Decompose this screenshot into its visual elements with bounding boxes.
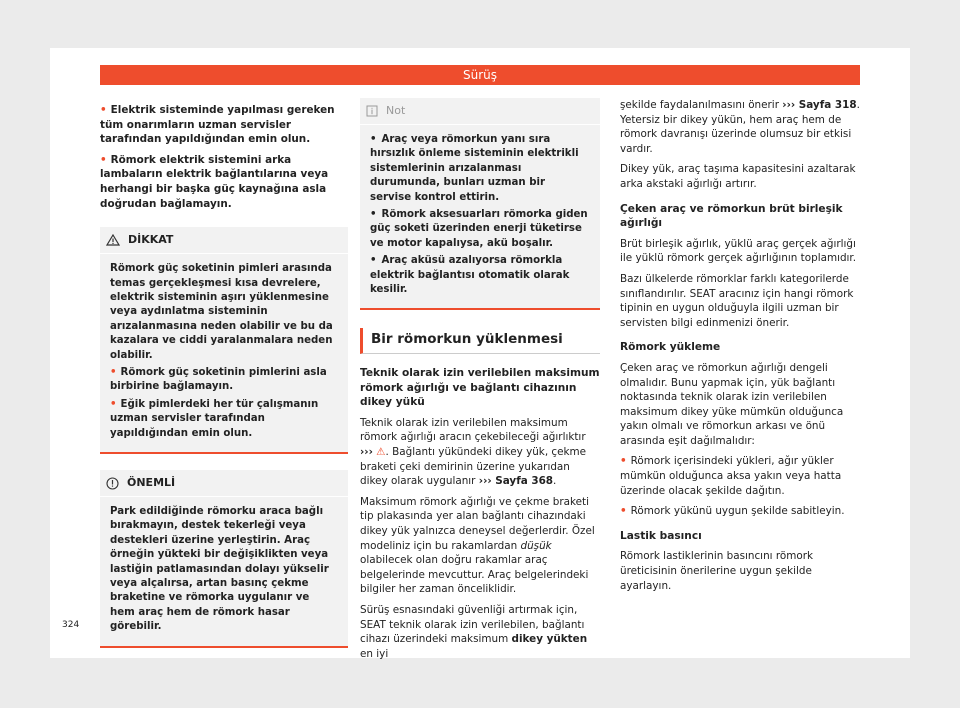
warning-title: DİKKAT [100,227,348,254]
list-item: • Römork aksesuarları römorka giden güç soketi üzerinden enerji tüketirse ve motor kapalıysa, akü boşalır. [370,209,588,249]
paragraph: Çeken araç ve römorkun ağırlığı dengeli olmalıdır. Bunu yapmak için, yük bağlantı noktasında teknik olarak izin verilebilen maksimum dikey yüke mümkün olduğunca yakın olmalı ve römorkun arkası ve önü arasında eşit dağılmalıdır: [620,361,844,447]
list-item: • Araç veya römorkun yanı sıra hırsızlık önleme sisteminin elektrikli sistemlerinin arızalanması durumunda, bunları uzman bir servise kontrol ettirin. [370,134,579,203]
subheading: Lastik basıncı [620,529,702,542]
page-reference-link[interactable]: ››› Sayfa 318 [782,99,857,111]
page-reference-link[interactable]: ››› Sayfa 368 [478,475,554,488]
warning-body: Römork güç soketinin pimleri arasında temas gerçekleşmesi kısa devrelere, elektrik sisteminin aşırı yüklenmesine veya aydınlatma sisteminin arızalanmasına neden olabilir ve bu da kazalara ve ciddi yaralanmalara neden olabilir. • Römork güç soketinin pimlerini asla birbirine bağlamayın. • Eğik pimlerdeki her tür çalışmanın uzman servisler tarafından yapıldığından emin olun. [100,254,348,452]
bullet-icon: • [370,134,377,145]
paragraph: şekilde faydalanılmasını önerir ››› Sayfa 318. Yetersiz bir dikey yükün, hem araç hem de römork davranışı üzerinde olumsuz bir etkisi vardır. [620,99,860,155]
bullet-icon: • [100,104,107,116]
subheading: Teknik olarak izin verilebilen maksimum römork ağırlığı ve bağlantı cihazının dikey yükü [360,367,600,409]
column-left [100,103,348,648]
note-body [360,125,600,308]
info-circle-icon [106,477,119,490]
list-item: • Eğik pimlerdeki her tür çalışmanın uzman servisler tarafından yapıldığından emin olun. [110,398,319,439]
section-title: Bir römorkun yüklenmesi [360,328,600,354]
note-icon [366,105,378,117]
notice-body: Park edildiğinde römorku araca bağlı bırakmayın, destek tekerleği veya destekleri üzerine yerleştirin. Araç örneğin yükteki bir değişiklikten veya lastiğin patlamasından dolayı yükselir veya alçalırsa, artan basınç çekme braketine ve römorka uygulanır ve hem araç hem de römork hasar görebilir. [110,506,329,633]
note-title: Not [360,98,600,125]
subheading: Çeken araç ve römorkun brüt birleşik ağırlığı [620,202,843,230]
notice-title: ÖNEMLİ [100,470,348,497]
page-number: 324 [62,620,80,630]
bullet-icon: • [370,255,377,267]
column-middle [360,98,600,667]
cross-reference-link[interactable]: ››› [360,446,373,459]
paragraph: Teknik olarak izin verilebilen maksimum römork ağırlığı aracın çekebileceği ağırlıktır ››› ⚠. Bağlantı yükündeki dikey yük, çekme braketi çeki demirinin üzerine yukarıdan dikey olarak uygulanır ››› Sayfa 368. [360,416,587,488]
paragraph: Sürüş esnasındaki güvenliği artırmak için, SEAT teknik olarak izin verilebilen, bağlantı cihazı üzerindeki maksimum dikey yükten en iyi [360,603,588,660]
bullet-icon: • [110,398,117,410]
bullet-icon: • [100,153,107,166]
column-right [620,98,860,599]
paragraph: Maksimum römork ağırlığı ve çekme braketi tip plakasında yer alan bağlantı cihazındaki dikey yük yalnızca deneysel değerlerdir. Özel modeliniz için bu rakamlardan düşük olabilecek olan doğru rakamlar araç belgelerinde mevcuttur. Araç belgelerindeki bilgiler her zaman önceliklidir. [360,495,595,596]
warning-box [100,227,348,454]
paragraph: Bazı ülkelerde römorklar farklı kategorilerde sınıflandırılır. SEAT aracınız için hangi römork tipinin en uygun olduğuyla ilgili uzman bir servisten bilgi edinmenizi önerir. [620,272,854,329]
list-item: • Elektrik sisteminde yapılması gereken tüm onarımların uzman servisler tarafından yapıldığından emin olun. [100,104,335,146]
bullet-icon: • [370,209,377,221]
notice-box [100,470,348,648]
chapter-header: Sürüş [100,65,860,85]
paragraph: Brüt birleşik ağırlık, yüklü araç gerçek ağırlığı ile yüklü römork gerçek ağırlığının toplamıdır. [620,237,857,265]
note-box [360,98,600,310]
paragraph: Dikey yük, araç taşıma kapasitesini azaltarak arka akstaki ağırlığı artırır. [620,163,856,190]
list-item: • Römork güç soketinin pimlerini asla birbirine bağlamayın. [110,367,327,393]
bullet-icon: • [110,367,117,378]
bullet-icon: • [620,505,627,518]
list-item: • Araç aküsü azalıyorsa römorkla elektrik bağlantısı otomatik olarak kesilir. [370,255,570,296]
list-item: • Römork yükünü uygun şekilde sabitleyin. [620,505,845,518]
bullet-icon: • [620,455,627,468]
warning-triangle-icon [106,234,120,246]
warning-triangle-icon: ⚠ [376,446,386,459]
list-item: • Römork içerisindeki yükleri, ağır yükler mümkün olduğunca aksa yakın veya hatta üzerinde olacak şekilde dağıtın. [620,455,842,497]
paragraph: Römork lastiklerinin basıncını römork üreticisinin önerilerine uygun şekilde ayarlayın. [620,550,814,592]
list-item: • Römork elektrik sistemini arka lambaların elektrik bağlantılarına veya herhangi bir başka güç kaynağına asla doğrudan bağlamayın. [100,153,329,210]
subheading: Römork yükleme [620,341,721,354]
